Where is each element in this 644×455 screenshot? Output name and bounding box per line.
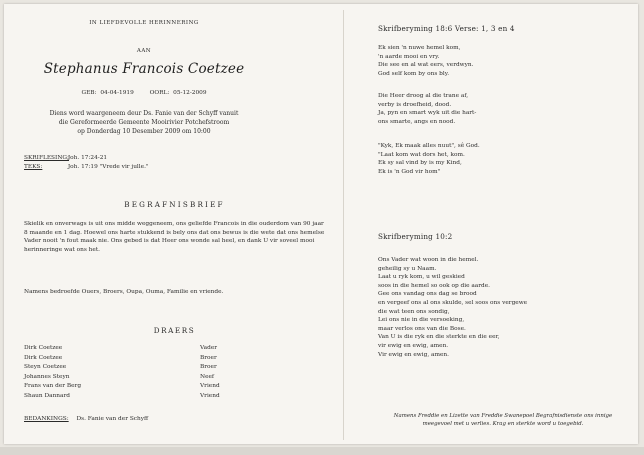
undertaker-footer: [356, 412, 644, 428]
bearer-name: Shaun Dannard: [24, 392, 70, 399]
verse-line: ons smarte, angs en nood.: [378, 118, 456, 125]
thanks-label: BEDANKINGS:: [24, 416, 69, 422]
death-date: OORL: 05-12-2009: [149, 90, 207, 96]
bearer-row: [24, 383, 224, 393]
verse-line: Ek is 'n God vir hom": [378, 168, 441, 175]
scripture-row: [24, 154, 324, 163]
verse-line: Ja, pyn en smart wyk uit die hart-: [378, 110, 477, 117]
bearers-list: [24, 345, 224, 403]
thanks-value: Ds. Fanie van der Schyff: [76, 416, 149, 422]
life-dates: [22, 90, 266, 96]
stanza-3: [378, 142, 628, 176]
prayer-line: Lei ons nie in die versoeking,: [378, 317, 465, 324]
prayer-line: Vir ewig en ewig, amen.: [378, 351, 449, 358]
deceased-name: Stephanus Francois Coetzee: [43, 61, 245, 77]
reading-1-title: Skrifberyming 18:6 Verse: 1, 3 en 4: [378, 24, 515, 33]
verse-line: God self kom by ons bly.: [378, 70, 450, 77]
verse-line: 'n aarde mooi en vry.: [378, 53, 440, 60]
bearer-role: Broer: [200, 354, 217, 361]
text-row: [24, 163, 324, 172]
scripture-block: [24, 154, 324, 171]
thanks-row: [24, 416, 304, 422]
obituary-text: Skielik en onverwags is uit ons midde weggeneem, ons geliefde Francois in die ouderdom van 90 jaar 8 maande en 1 dag. Hoewel ons harte stukkend is bely ons dat ons bewus is die wete dat ons hemelse Vader nooit 'n fout maak nie. Ons gebed is dat Heer ons wonde sal heel, en dank U vir soveel mooi herinneringe wat ons het.: [24, 221, 325, 253]
footer-line: Namens Freddie en Lizette van Freddie Swanepoel Begrafnisdienste ons innige: [393, 413, 613, 419]
to-label: AAN: [136, 48, 152, 54]
memory-heading: IN LIEFDEVOLLE HERINNERING: [89, 20, 199, 26]
verse-line: "Kyk, Ek maak alles nuut", sê God.: [378, 143, 480, 149]
prayer-block: [378, 256, 628, 359]
family-text: Namens bedroefde Ouers, Broers, Oupa, Ouma, Familie en vriende.: [24, 289, 224, 295]
scripture-label: SKRIFLESING:: [24, 155, 69, 161]
bearer-row: [24, 355, 224, 365]
service-line: op Donderdag 10 Desember 2009 om 10:00: [77, 128, 211, 135]
bearer-row: [24, 393, 224, 403]
bearer-name: Johannes Steyn: [24, 373, 70, 380]
service-line: die Gereformeerde Gemeente Mooirivier Potchefstroom: [58, 119, 230, 126]
funeral-letter-sheet: [4, 4, 638, 444]
bearer-name: Dirk Coetzee: [24, 345, 63, 351]
footer-line: meegevoel met u verlies. Krag en sterkte word u toegebid.: [422, 421, 584, 427]
verse-line: Ek sy sal vind by is my Kind,: [378, 160, 462, 167]
bearer-role: Broer: [200, 364, 217, 371]
bearer-name: Frans van der Berg: [24, 383, 82, 390]
prayer-line: vir ewig en ewig, amen.: [378, 342, 449, 349]
verse-line: verby is droefheid, dood.: [378, 101, 452, 108]
service-details: [22, 109, 266, 136]
stanza-2: [378, 92, 628, 126]
prayer-line: Ons Vader wat woon in die hemel.: [378, 257, 479, 263]
service-line: Diens word waargeneem deur Ds. Fanie van der Schyff vanuit: [49, 110, 239, 117]
bearer-role: Vriend: [200, 383, 220, 390]
stanza-1: [378, 44, 628, 78]
verse-line: Die see en al wat eers, verdwyn.: [378, 62, 474, 69]
bearer-row: [24, 345, 224, 355]
page-fold-line: [343, 10, 344, 440]
obituary-title: BEGRAFNISBRIEF: [124, 200, 225, 209]
bearer-role: Neef: [200, 373, 215, 380]
bearer-role: Vader: [200, 345, 218, 351]
text-label: TEKS:: [24, 163, 43, 170]
bearer-name: Dirk Coetzee: [24, 354, 63, 361]
scripture-value: Joh. 17:24-21: [67, 155, 108, 161]
bearer-row: [24, 374, 224, 384]
prayer-line: Van U is die ryk en die sterkte en die eer,: [378, 334, 500, 341]
prayer-line: geheilig sy u Naam.: [378, 265, 437, 272]
scan-bottom-edge: [0, 447, 644, 455]
prayer-line: maar verlos ons van die Bose.: [378, 325, 466, 332]
bearer-row: [24, 364, 224, 374]
prayer-line: soos in die hemel so ook op die aarde.: [378, 282, 491, 289]
reading-2-title: Skrifberyming 10:2: [378, 232, 453, 241]
bearers-title: DRAERS: [153, 326, 196, 335]
verse-line: Ek sien 'n nuwe hemel kom,: [378, 45, 461, 51]
prayer-line: die wat teen ons sondig,: [378, 308, 450, 315]
prayer-line: Gee ons vandag ons dag se brood: [378, 291, 477, 298]
birth-date: GEB: 04-04-1919: [81, 90, 134, 96]
bearer-name: Steyn Coetzee: [24, 364, 67, 371]
verse-line: Die Heer droog al die trane af,: [378, 93, 469, 99]
prayer-line: Laat u ryk kom, u wil geskied: [378, 274, 465, 281]
text-value: Joh. 17:19 "Vrede vir julle.": [67, 163, 149, 170]
verse-line: "Laat kom wat dors het, kom.: [378, 151, 465, 158]
bearer-role: Vriend: [200, 392, 220, 399]
prayer-line: en vergeef ons al ons skulde, sel soos ons vergewe: [378, 299, 528, 306]
